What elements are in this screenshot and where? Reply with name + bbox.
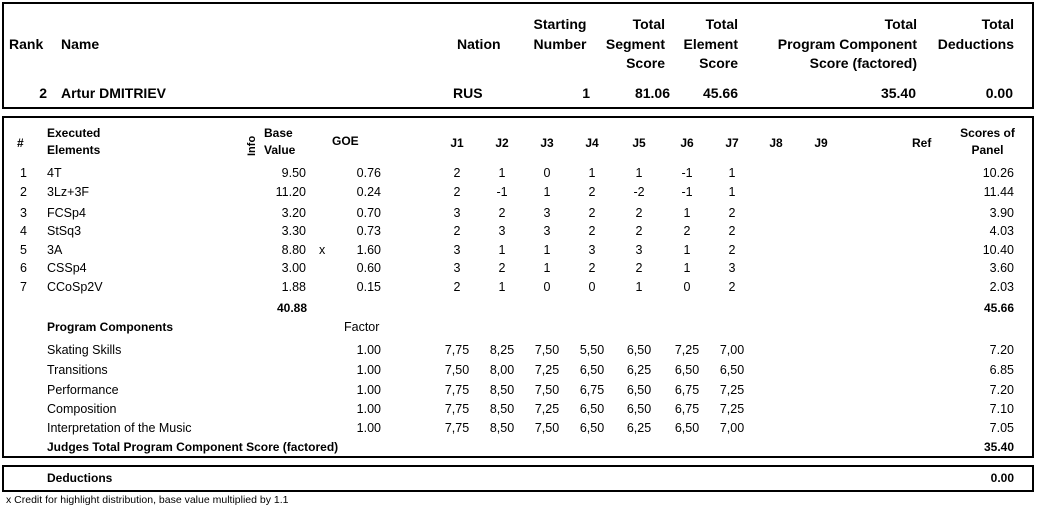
footnote: x Credit for highlight distribution, base value multiplied by 1.1 — [6, 494, 289, 506]
component-judge-score: 6,75 — [579, 383, 605, 397]
component-judge-score: 8,25 — [489, 343, 515, 357]
element-judge-score: 1 — [498, 280, 506, 294]
deductions-label: Deductions — [47, 471, 113, 485]
component-judge-score: 7,75 — [444, 383, 470, 397]
element-judge-score: 3 — [728, 261, 736, 275]
element-judge-score: 0 — [543, 280, 551, 294]
component-judge-score: 7,50 — [534, 343, 560, 357]
element-judge-score: 1 — [728, 166, 736, 180]
element-judge-score: 2 — [728, 206, 736, 220]
element-judge-score: 1 — [635, 166, 643, 180]
element-judge-score: 2 — [728, 280, 736, 294]
element-judge-score: 1 — [498, 243, 506, 257]
skater-total-element-score: 45.66 — [702, 85, 738, 101]
element-judge-score: 2 — [588, 206, 596, 220]
component-judge-score: 6,25 — [626, 421, 652, 435]
skater-total-segment-score: 81.06 — [634, 85, 670, 101]
element-judge-score: 1 — [543, 185, 551, 199]
element-judge-score: 2 — [453, 166, 461, 180]
element-judge-score: 3 — [635, 243, 643, 257]
element-goe: 1.60 — [356, 243, 381, 257]
element-panel-score: 2.03 — [989, 280, 1014, 294]
element-judge-score: 1 — [683, 261, 691, 275]
element-judge-score: -1 — [496, 185, 508, 199]
element-base-value: 3.30 — [281, 224, 306, 238]
element-judge-score: 3 — [588, 243, 596, 257]
component-judge-score: 7,75 — [444, 402, 470, 416]
element-judge-score: 2 — [588, 261, 596, 275]
component-judge-score: 8,50 — [489, 402, 515, 416]
element-name: CSSp4 — [47, 261, 87, 275]
element-base-value: 3.00 — [281, 261, 306, 275]
element-base-value: 3.20 — [281, 206, 306, 220]
starting-number-header-1: Starting — [533, 16, 587, 32]
element-judge-score: 1 — [543, 243, 551, 257]
element-panel-score: 11.44 — [983, 185, 1014, 199]
starting-number-header-2: Number — [533, 36, 587, 52]
component-panel-score: 6.85 — [989, 363, 1014, 377]
component-factor: 1.00 — [356, 363, 381, 377]
component-judge-score: 6,50 — [579, 421, 605, 435]
element-judge-score: 2 — [498, 206, 506, 220]
element-num: 4 — [20, 224, 27, 238]
element-judge-score: 2 — [588, 185, 596, 199]
element-judge-score: 2 — [453, 185, 461, 199]
judge-header-3: J3 — [540, 136, 554, 150]
element-panel-score: 4.03 — [989, 224, 1014, 238]
component-judge-score: 6,50 — [674, 363, 700, 377]
component-judge-score: 8,50 — [489, 421, 515, 435]
element-panel-score: 3.90 — [989, 206, 1014, 220]
element-info: x — [319, 243, 326, 257]
element-judge-score: 2 — [635, 224, 643, 238]
factor-header: Factor — [344, 320, 380, 334]
element-judge-score: 2 — [683, 224, 691, 238]
element-name: 3A — [47, 243, 63, 257]
element-num: 5 — [20, 243, 27, 257]
component-judge-score: 7,50 — [534, 383, 560, 397]
skater-total-pcs: 35.40 — [880, 85, 916, 101]
component-judge-score: 6,50 — [626, 343, 652, 357]
element-judge-score: 3 — [453, 261, 461, 275]
element-judge-score: 1 — [588, 166, 596, 180]
elements-num-header: # — [17, 136, 24, 150]
component-panel-score: 7.05 — [989, 421, 1014, 435]
tss-header-3: Score — [626, 55, 665, 71]
component-panel-score: 7.20 — [989, 383, 1014, 397]
component-judge-score: 6,75 — [674, 402, 700, 416]
element-judge-score: 2 — [588, 224, 596, 238]
component-judge-score: 7,50 — [444, 363, 470, 377]
tes-header-1: Total — [705, 16, 738, 32]
skater-rank: 2 — [39, 85, 47, 101]
element-panel-score: 3.60 — [989, 261, 1014, 275]
element-judge-score: 2 — [728, 224, 736, 238]
component-judge-score: 7,75 — [444, 343, 470, 357]
skater-total-deductions: 0.00 — [985, 85, 1013, 101]
tss-header-2: Segment — [605, 36, 665, 52]
component-judge-score: 6,50 — [579, 402, 605, 416]
component-judge-score: 6,75 — [674, 383, 700, 397]
component-judge-score: 7,25 — [534, 363, 560, 377]
component-factor: 1.00 — [356, 383, 381, 397]
executed-elements-header-1: Executed — [47, 126, 101, 140]
deductions-value: 0.00 — [990, 471, 1014, 485]
skater-name: Artur DMITRIEV — [61, 85, 166, 101]
deductions-box — [2, 465, 1034, 492]
element-judge-score: 0 — [683, 280, 691, 294]
scores-of-panel-header-1: Scores of — [960, 126, 1015, 140]
name-header: Name — [61, 36, 100, 52]
component-judge-score: 7,00 — [719, 343, 745, 357]
component-judge-score: 5,50 — [579, 343, 605, 357]
pc-total-value: 35.40 — [983, 440, 1014, 454]
deductions-header-2: Deductions — [937, 36, 1014, 52]
element-base-value: 9.50 — [281, 166, 306, 180]
component-judge-score: 6,50 — [626, 383, 652, 397]
nation-header: Nation — [457, 36, 501, 52]
element-base-value: 11.20 — [275, 185, 306, 199]
element-base-value: 8.80 — [281, 243, 306, 257]
element-goe: 0.76 — [356, 166, 381, 180]
elements-total-base: 40.88 — [276, 301, 307, 315]
element-judge-score: 0 — [543, 166, 551, 180]
component-judge-score: 7,25 — [674, 343, 700, 357]
executed-elements-header-2: Elements — [47, 143, 101, 157]
element-num: 2 — [20, 185, 27, 199]
element-judge-score: 0 — [588, 280, 596, 294]
element-name: CCoSp2V — [47, 280, 103, 294]
element-goe: 0.24 — [356, 185, 381, 199]
component-judge-score: 7,25 — [719, 383, 745, 397]
element-judge-score: 2 — [453, 280, 461, 294]
element-name: 3Lz+3F — [47, 185, 90, 199]
judge-header-4: J4 — [585, 136, 599, 150]
judge-header-2: J2 — [495, 136, 509, 150]
scores-of-panel-header-2: Panel — [971, 143, 1004, 157]
component-name: Performance — [47, 383, 119, 397]
program-components-header: Program Components — [47, 320, 174, 334]
judge-header-1: J1 — [450, 136, 464, 150]
element-judge-score: 2 — [635, 206, 643, 220]
element-judge-score: 3 — [543, 206, 551, 220]
component-name: Skating Skills — [47, 343, 122, 357]
element-judge-score: 2 — [635, 261, 643, 275]
component-judge-score: 7,25 — [534, 402, 560, 416]
element-num: 6 — [20, 261, 27, 275]
element-judge-score: 1 — [635, 280, 643, 294]
rank-header: Rank — [9, 36, 44, 52]
skater-nation: RUS — [453, 85, 483, 101]
element-panel-score: 10.26 — [982, 166, 1014, 180]
judge-header-7: J7 — [725, 136, 739, 150]
element-num: 7 — [20, 280, 27, 294]
element-num: 3 — [20, 206, 27, 220]
element-judge-score: 1 — [683, 206, 691, 220]
info-header: Info — [246, 135, 258, 156]
component-factor: 1.00 — [356, 402, 381, 416]
element-judge-score: 1 — [498, 166, 506, 180]
element-goe: 0.70 — [356, 206, 381, 220]
element-judge-score: 3 — [453, 206, 461, 220]
deductions-header-1: Total — [981, 16, 1014, 32]
element-goe: 0.15 — [356, 280, 381, 294]
element-judge-score: 3 — [453, 243, 461, 257]
component-judge-score: 6,50 — [719, 363, 745, 377]
component-judge-score: 6,50 — [626, 402, 652, 416]
element-judge-score: 2 — [453, 224, 461, 238]
element-goe: 0.60 — [356, 261, 381, 275]
goe-header: GOE — [332, 134, 359, 148]
component-judge-score: 8,50 — [489, 383, 515, 397]
pcs-header-2: Program Component — [777, 36, 917, 52]
pc-total-label: Judges Total Program Component Score (factored) — [47, 440, 339, 454]
component-judge-score: 8,00 — [489, 363, 515, 377]
component-judge-score: 7,25 — [719, 402, 745, 416]
element-judge-score: -2 — [633, 185, 645, 199]
element-num: 1 — [20, 166, 27, 180]
component-judge-score: 6,25 — [626, 363, 652, 377]
judge-header-8: J8 — [769, 136, 783, 150]
tss-header-1: Total — [632, 16, 665, 32]
component-judge-score: 6,50 — [579, 363, 605, 377]
component-name: Transitions — [47, 363, 108, 377]
tes-header-3: Score — [699, 55, 738, 71]
elements-total-score: 45.66 — [983, 301, 1014, 315]
element-judge-score: 3 — [543, 224, 551, 238]
element-panel-score: 10.40 — [982, 243, 1014, 257]
element-name: StSq3 — [47, 224, 82, 238]
pcs-header-1: Total — [884, 16, 917, 32]
component-judge-score: 7,75 — [444, 421, 470, 435]
element-judge-score: 1 — [728, 185, 736, 199]
element-name: 4T — [47, 166, 62, 180]
element-base-value: 1.88 — [281, 280, 306, 294]
pcs-header-3: Score (factored) — [809, 55, 917, 71]
ref-header: Ref — [912, 136, 932, 150]
component-panel-score: 7.10 — [989, 402, 1014, 416]
component-factor: 1.00 — [356, 343, 381, 357]
judge-header-5: J5 — [632, 136, 646, 150]
base-value-header-2: Value — [264, 143, 296, 157]
base-value-header-1: Base — [264, 126, 293, 140]
element-judge-score: -1 — [681, 166, 693, 180]
component-judge-score: 7,50 — [534, 421, 560, 435]
component-panel-score: 7.20 — [989, 343, 1014, 357]
element-judge-score: -1 — [681, 185, 693, 199]
judge-header-6: J6 — [680, 136, 694, 150]
element-judge-score: 1 — [683, 243, 691, 257]
element-judge-score: 2 — [728, 243, 736, 257]
component-judge-score: 7,00 — [719, 421, 745, 435]
element-judge-score: 1 — [543, 261, 551, 275]
component-name: Interpretation of the Music — [47, 421, 192, 435]
component-factor: 1.00 — [356, 421, 381, 435]
element-judge-score: 2 — [498, 261, 506, 275]
judge-header-9: J9 — [814, 136, 828, 150]
component-name: Composition — [47, 402, 117, 416]
skater-starting-number: 1 — [582, 85, 590, 101]
component-judge-score: 6,50 — [674, 421, 700, 435]
element-goe: 0.73 — [356, 224, 381, 238]
tes-header-2: Element — [683, 36, 738, 52]
element-name: FCSp4 — [47, 206, 86, 220]
element-judge-score: 3 — [498, 224, 506, 238]
